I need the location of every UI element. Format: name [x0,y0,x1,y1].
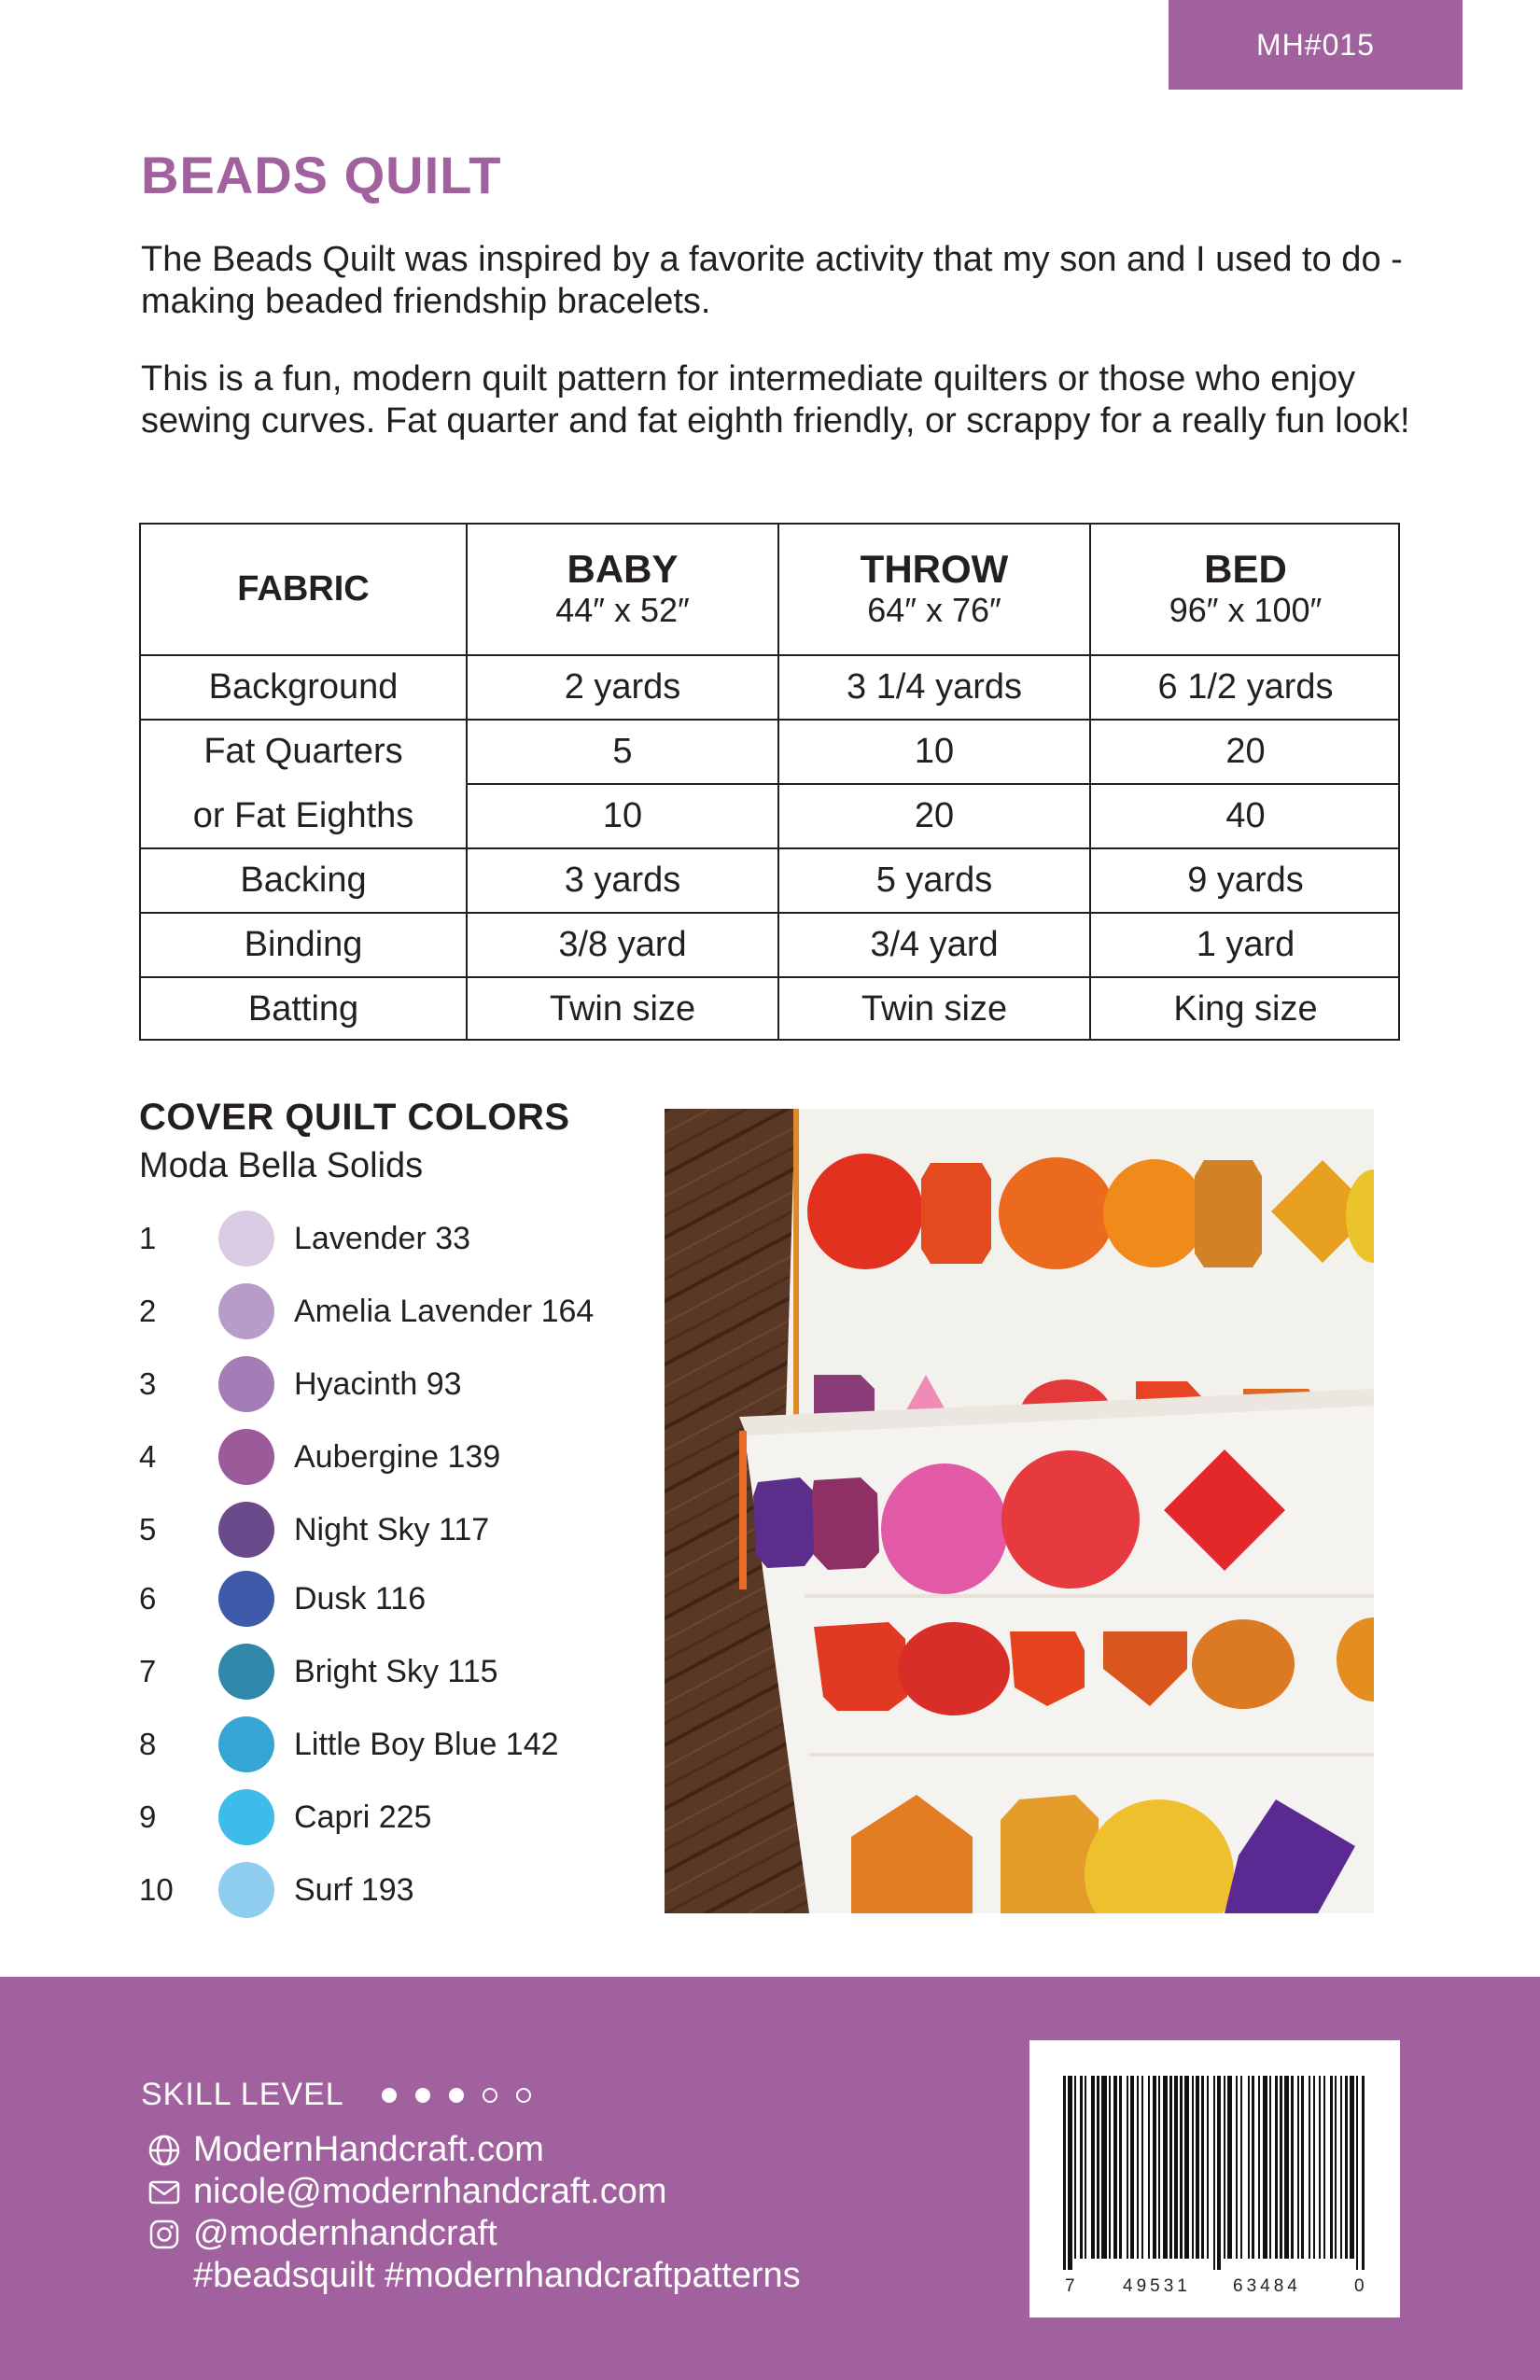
barcode-bar [1101,2076,1107,2259]
barcode-bar [1335,2076,1337,2259]
color-swatch [218,1789,274,1845]
barcode-bar [1196,2076,1199,2259]
barcode-bar [1340,2076,1342,2259]
barcode-bar [1074,2076,1076,2259]
color-item [139,1429,662,1485]
skill-dot-filled [449,2088,464,2103]
instagram-line[interactable] [147,2214,497,2254]
barcode-bar [1080,2076,1083,2259]
row-label-backing: Backing [240,861,367,900]
barcode-bar [1330,2076,1333,2259]
size-dims: 96″ x 100″ [1169,590,1323,629]
barcode-bar [1284,2076,1289,2259]
color-number: 1 [139,1221,157,1255]
color-name: Night Sky 117 [294,1511,490,1547]
table-cell: 3/8 yard [558,925,687,964]
color-item [139,1283,662,1339]
colors-subtitle: Moda Bella Solids [139,1146,424,1185]
barcode-bar [1252,2076,1254,2259]
barcode-bar [1236,2076,1238,2259]
barcode-bar [1153,2076,1156,2259]
barcode-group-2: 63484 [1233,2276,1301,2296]
barcode-bar [1119,2076,1122,2259]
pattern-code-tag [1169,0,1463,90]
size-name: THROW [860,546,1009,591]
size-name: BED [1204,546,1287,591]
size-header-baby [468,525,777,654]
barcode-bar [1345,2076,1348,2259]
color-number: 3 [139,1366,157,1401]
row-label-fat-eighths: or Fat Eighths [192,796,414,835]
barcode-bar [1263,2076,1267,2259]
quilt-photo [665,1109,1374,1913]
color-swatch [218,1716,274,1772]
barcode-bar [1169,2076,1172,2259]
color-number: 5 [139,1512,157,1547]
color-item [139,1356,662,1412]
email-link[interactable]: nicole@modernhandcraft.com [193,2172,667,2211]
barcode-bar [1319,2076,1321,2259]
table-cell: 6 1/2 yards [1157,667,1334,707]
size-dims: 44″ x 52″ [555,590,690,629]
fabric-table [139,523,1400,1041]
barcode-digit-first: 7 [1065,2276,1075,2296]
barcode-bar [1207,2076,1209,2259]
table-cell: 5 yards [875,861,993,900]
table-cell: 20 [914,796,955,835]
skill-level-dots [363,2088,531,2103]
color-number: 6 [139,1581,157,1616]
table-cell: 2 yards [564,667,681,707]
table-cell: 1 yard [1196,925,1295,964]
size-header-bed [1091,525,1400,654]
table-cell: King size [1173,989,1318,1029]
skill-dot-empty [516,2088,531,2103]
barcode-bar [1141,2076,1143,2259]
barcode-bar [1174,2076,1178,2259]
color-item [139,1716,662,1772]
row-label-binding: Binding [244,925,363,964]
table-cell: 20 [1225,732,1266,771]
page-title: BEADS QUILT [141,146,502,204]
barcode-bar [1275,2076,1278,2259]
barcode-bar [1180,2076,1183,2259]
table-cell: 40 [1225,796,1266,835]
color-swatch [218,1429,274,1485]
instagram-handle[interactable]: @modernhandcraft [193,2214,497,2253]
barcode-bar [1113,2076,1117,2259]
color-swatch [218,1862,274,1918]
barcode-bar [1217,2076,1221,2270]
barcode-bar [1323,2076,1325,2259]
envelope-icon [147,2175,182,2210]
color-number: 10 [139,1872,174,1907]
website-link[interactable]: ModernHandcraft.com [193,2130,544,2169]
color-name: Aubergine 139 [294,1438,501,1475]
color-name: Capri 225 [294,1799,432,1835]
row-label-fat-quarters: Fat Quarters [203,732,403,771]
barcode-bar [1201,2076,1204,2259]
table-cell: 3 yards [564,861,681,900]
barcode-bar [1248,2076,1250,2259]
barcode-bar [1091,2076,1095,2259]
barcode-bar [1362,2076,1365,2270]
table-cell: 5 [612,732,633,771]
color-swatch [218,1571,274,1627]
table-cell: Twin size [549,989,696,1029]
color-item [139,1571,662,1627]
size-header-throw [779,525,1089,654]
row-label-batting: Batting [247,989,359,1029]
color-swatch [218,1211,274,1267]
color-swatch [218,1356,274,1412]
barcode-bar [1280,2076,1282,2259]
barcode-bar [1097,2076,1099,2259]
barcode-bar [1269,2076,1271,2259]
skill-level-label: SKILL LEVEL [141,2077,344,2112]
fabric-header: FABRIC [237,569,370,609]
table-cell: 10 [602,796,643,835]
color-name: Lavender 33 [294,1220,471,1256]
color-number: 8 [139,1727,157,1761]
color-name: Dusk 116 [294,1580,427,1617]
barcode-bar [1158,2076,1160,2259]
size-name: BABY [567,546,679,591]
barcode-bar [1291,2076,1294,2259]
color-name: Surf 193 [294,1871,414,1908]
website-line[interactable] [147,2130,544,2170]
pattern-code: MH#015 [1256,27,1375,62]
barcode-bar [1127,2076,1128,2259]
skill-dot-empty [483,2088,497,2103]
instagram-icon [147,2217,182,2252]
barcode-bar [1240,2076,1242,2259]
barcode-bar [1137,2076,1139,2259]
intro-paragraph-1: The Beads Quilt was inspired by a favorite activity that my son and I used to do - making beaded friendship bracelets. [141,240,1403,321]
skill-dot-filled [415,2088,430,2103]
email-line[interactable] [147,2172,667,2212]
barcode-bar [1130,2076,1134,2259]
color-item [139,1862,662,1918]
color-number: 4 [139,1439,157,1474]
barcode-bar [1213,2076,1215,2270]
barcode-bar [1297,2076,1299,2259]
barcode-bar [1301,2076,1304,2259]
barcode-bar [1224,2076,1225,2259]
barcode-bar [1085,2076,1086,2259]
skill-dot-filled [382,2088,397,2103]
color-item [139,1789,662,1845]
barcode-bars [1029,2040,1400,2317]
color-swatch [218,1283,274,1339]
barcode-bar [1192,2076,1194,2259]
barcode-bar [1227,2076,1232,2259]
barcode-bar [1109,2076,1111,2259]
color-name: Bright Sky 115 [294,1653,498,1689]
color-item [139,1502,662,1558]
color-item [139,1644,662,1700]
barcode-bar [1148,2076,1150,2259]
colors-title: COVER QUILT COLORS [139,1097,570,1138]
barcode [1029,2040,1400,2317]
color-name: Hyacinth 93 [294,1365,462,1402]
intro-paragraph-2: This is a fun, modern quilt pattern for intermediate quilters or those who enjoy sewing curves. Fat quarter and fat eighth friendly, or scrappy for a really fun look! [141,359,1410,441]
barcode-bar [1350,2076,1354,2259]
table-cell: 9 yards [1187,861,1304,900]
color-swatch [218,1502,274,1558]
barcode-bar [1258,2076,1260,2259]
row-label-background: Background [208,667,399,707]
barcode-bar [1309,2076,1310,2259]
table-cell: 10 [914,732,955,771]
color-name: Amelia Lavender 164 [294,1293,595,1329]
color-number: 2 [139,1294,157,1328]
globe-icon [147,2133,182,2168]
table-cell: 3 1/4 yards [847,667,1022,707]
table-cell: 3/4 yard [870,925,999,964]
color-number: 9 [139,1799,157,1834]
color-number: 7 [139,1654,157,1688]
barcode-bar [1184,2076,1189,2259]
color-swatch [218,1644,274,1700]
barcode-bar [1063,2076,1066,2270]
barcode-bar [1163,2076,1168,2259]
hashtags: #beadsquilt #modernhandcraftpatterns [193,2256,801,2295]
barcode-bar [1068,2076,1072,2270]
table-cell: Twin size [861,989,1008,1029]
color-item [139,1211,662,1267]
barcode-group-1: 49531 [1123,2276,1191,2296]
barcode-digit-last: 0 [1354,2276,1365,2296]
barcode-bar [1356,2076,1358,2270]
size-dims: 64″ x 76″ [867,590,1001,629]
barcode-bar [1313,2076,1315,2259]
skill-level [141,2077,531,2113]
color-name: Little Boy Blue 142 [294,1726,559,1762]
